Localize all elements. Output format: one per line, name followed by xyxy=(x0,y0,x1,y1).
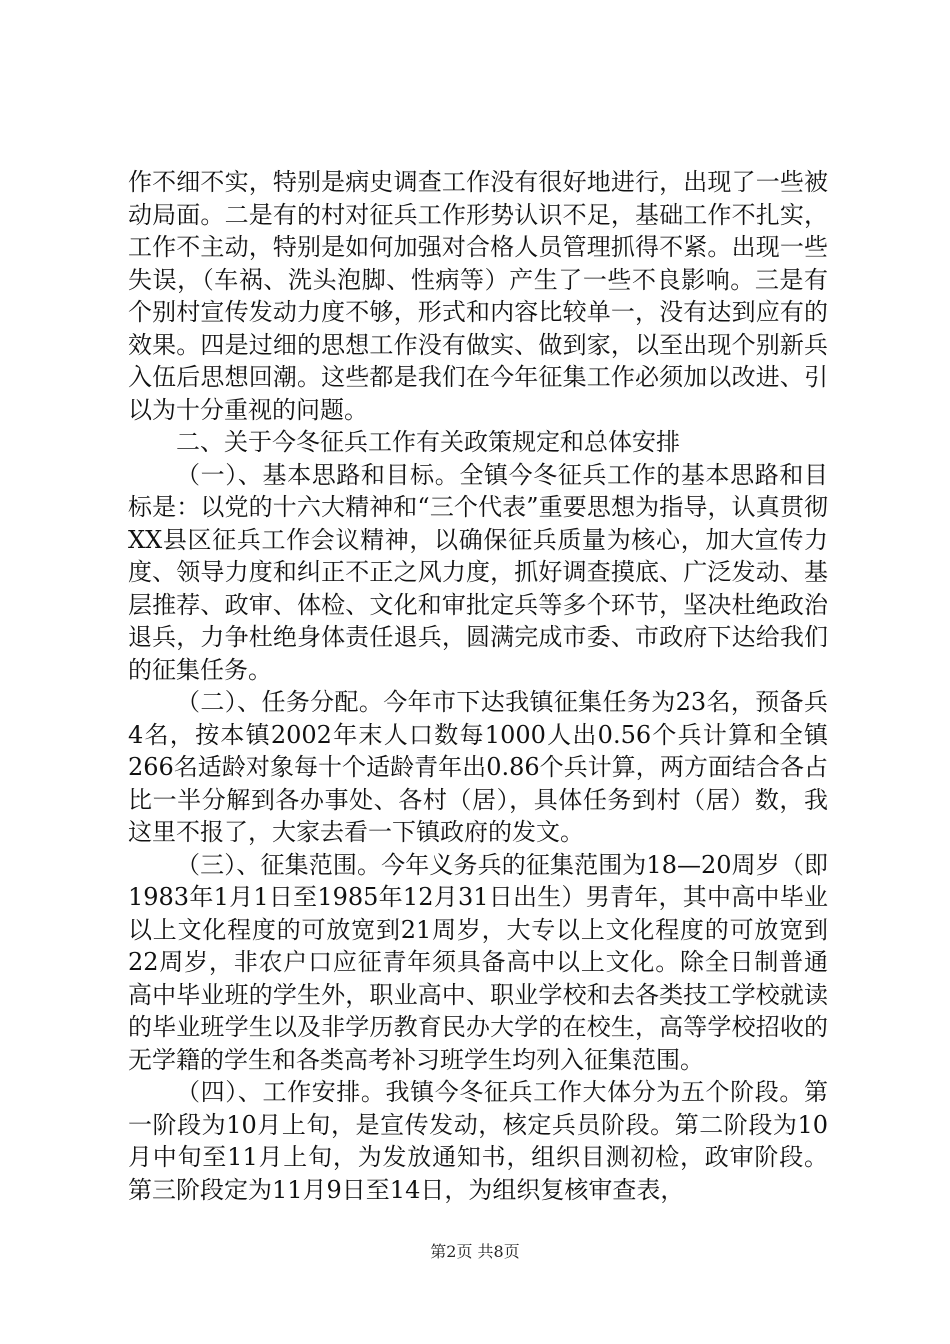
section-heading: 二、关于今冬征兵工作有关政策规定和总体安排 xyxy=(176,428,680,456)
paragraph-work-schedule: （四）、工作安排。我镇今冬征兵工作大体分为五个阶段。第一阶段为10月上旬，是宣传发动，核定兵员阶段。第二阶段为10月中旬至11月上旬，为发放通知书，组织目测初检，政审阶段。第三阶段定为11月9日至14日，为组织复核审查表， xyxy=(128,1078,828,1204)
page-footer: 第2页 共8页 xyxy=(430,1242,520,1261)
paragraph-problems: 作不细不实，特别是病史调查工作没有很好地进行，出现了一些被动局面。二是有的村对征兵工作形势认识不足，基础工作不扎实，工作不主动，特别是如何加强对合格人员管理抓得不紧。出现一些失误，（车祸、洗头泡脚、性病等）产生了一些不良影响。三是有个别村宣传发动力度不够，形式和内容比较单一，没有达到应有的效果。四是过细的思想工作没有做实、做到家，以至出现个别新兵入伍后思想回潮。这些都是我们在今年征集工作必须加以改进、引以为十分重视的问题。 xyxy=(128,168,828,424)
document-body xyxy=(128,166,828,1206)
paragraph-task-allocation: （二）、任务分配。今年市下达我镇征集任务为23名，预备兵4名，按本镇2002年末人口数每1000人出0.56个兵计算和全镇266名适龄对象每十个适龄青年出0.86个兵计算，两方面结合各占比一半分解到各办事处、各村（居），具体任务到村（居）数，我这里不报了，大家去看一下镇政府的发文。 xyxy=(128,688,828,846)
paragraph-recruitment-scope: （三）、征集范围。今年义务兵的征集范围为18—20周岁（即1983年1月1日至1985年12月31日出生）男青年，其中高中毕业以上文化程度的可放宽到21周岁，大专以上文化程度的可放宽到22周岁，非农户口应征青年须具备高中以上文化。除全日制普通高中毕业班的学生外，职业高中、职业学校和去各类技工学校就读的毕业班学生以及非学历教育民办大学的在校生，高等学校招收的无学籍的学生和各类高考补习班学生均列入征集范围。 xyxy=(128,850,828,1074)
paragraph-basic-approach: （一）、基本思路和目标。全镇今冬征兵工作的基本思路和目标是：以党的十六大精神和“三个代表”重要思想为指导，认真贯彻XX县区征兵工作会议精神，以确保征兵质量为核心，加大宣传力度、领导力度和纠正不正之风力度，抓好调查摸底、广泛发动、基层推荐、政审、体检、文化和审批定兵等多个环节，坚决杜绝政治退兵，力争杜绝身体责任退兵，圆满完成市委、市政府下达给我们的征集任务。 xyxy=(128,460,828,684)
